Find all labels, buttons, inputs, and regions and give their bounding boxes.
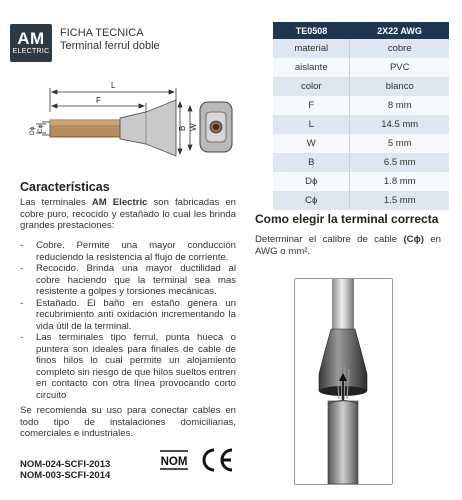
spec-row [273, 96, 449, 115]
brand-logo [10, 24, 52, 62]
list-item-text: Cobre. Permite una mayor conducción reduciendo la resistencia al flujo de corriente. [36, 240, 236, 263]
list-item-text: Las terminales tipo ferrul, punta hueca o puntera son ideales para finales de cable de finos hilos lo cual permite un alojamiento completo sin riesgo de que hilos sueltos entren en contacto con otra línea provocando corto circuito [36, 332, 236, 401]
spec-value: cobre [350, 39, 449, 58]
dim-label-b: B [178, 125, 187, 131]
characteristics-intro [20, 197, 236, 232]
document-subtitle: Terminal ferrul doble [60, 40, 160, 52]
spec-key: F [273, 96, 350, 115]
list-item: - Recocido. Brinda una mayor ductilidad al cobre haciendo que la terminal sea mas resistente a golpes y torsiones mecánicas. [20, 263, 236, 297]
spec-key: aislante [273, 58, 350, 77]
spec-row [273, 58, 449, 77]
spec-row [273, 153, 449, 172]
spec-value: 8 mm [350, 96, 449, 115]
ferrule-technical-drawing [14, 78, 254, 170]
usage-recommendation: Se recomienda su uso para conectar cables en todo tipo de instalaciones domiciliarias, comerciales e industriales. [20, 405, 236, 439]
spec-value: blanco [350, 77, 449, 96]
spec-table [273, 22, 449, 210]
document-title: FICHA TECNICA [60, 27, 144, 39]
spec-key: B [273, 153, 350, 172]
norm-code: NOM-024-SCFI-2013 [20, 459, 111, 470]
spec-value: PVC [350, 58, 449, 77]
intro-text-start: Las terminales [20, 197, 92, 208]
spec-key: material [273, 39, 350, 58]
list-item-text: Recocido. Brinda una mayor ductilidad al cobre haciendo que la terminal sea mas resistente a golpes y torsiones mecánicas. [36, 263, 236, 297]
spec-row [273, 39, 449, 58]
list-item: - Cobre. Permite una mayor conducción reduciendo la resistencia al flujo de corriente. [20, 240, 236, 263]
list-item-text: Estañado. El baño en estaño genera un recubrimiento anti oxidación incrementando la vida útil de la terminal. [36, 297, 236, 332]
spec-row [273, 172, 449, 191]
spec-row [273, 191, 449, 210]
spec-key: W [273, 134, 350, 153]
norm-code: NOM-003-SCFI-2014 [20, 470, 111, 481]
howto-text-end: en AWG o mm². [255, 234, 441, 257]
intro-brand: AM Electric [91, 197, 148, 208]
spec-key: L [273, 115, 350, 134]
dim-label-f: F [96, 96, 101, 105]
spec-row [273, 134, 449, 153]
logo-main-text: AM [17, 29, 45, 48]
intro-text-end: son fabricadas en cobre puro, recocido y estañado lo cual les brinda grandes prestaciones: [20, 197, 236, 231]
spec-row [273, 77, 449, 96]
spec-row [273, 115, 449, 134]
howto-text-bold: (Cϕ) [403, 234, 424, 245]
howto-text-start: Determinar el calibre de cable [255, 234, 404, 245]
spec-key: Dϕ [273, 172, 350, 191]
spec-key: color [273, 77, 350, 96]
spec-value: 6.5 mm [350, 153, 449, 172]
list-item: - Las terminales tipo ferrul, punta hueca o puntera son ideales para finales de cable de finos hilos lo cual permite un alojamiento completo sin riesgo de que hilos sueltos entren en contacto con otra línea provocando corto circuito [20, 332, 236, 401]
characteristics-title: Características [20, 180, 110, 194]
ce-certification-logo [198, 447, 236, 473]
ferrule-insertion-graphic [295, 279, 392, 484]
spec-value: 1.5 mm [350, 191, 449, 210]
spec-table-header-row [273, 22, 449, 39]
dim-label-w: W [189, 123, 198, 131]
spec-key: Cϕ [273, 191, 350, 210]
howto-text [255, 234, 441, 257]
spec-header-gauge: 2X22 AWG [350, 22, 449, 39]
nom-logo-text: NOM [160, 456, 188, 468]
spec-value: 1.8 mm [350, 172, 449, 191]
characteristics-list [20, 240, 236, 401]
spec-value: 5 mm [350, 134, 449, 153]
spec-value: 14.5 mm [350, 115, 449, 134]
howto-title: Como elegir la terminal correcta [255, 212, 439, 226]
nom-certification-logo [159, 449, 189, 471]
dim-label-d: Dϕ [29, 126, 36, 135]
list-item: - Estañado. El baño en estaño genera un recubrimiento anti oxidación incrementando la vida útil de la terminal. [20, 297, 236, 332]
dim-label-c: Cϕ [37, 124, 44, 133]
logo-sub-text: ELECTRIC [12, 48, 50, 55]
dim-label-l: L [111, 81, 116, 90]
spec-header-model: TE0508 [273, 22, 350, 39]
ferrule-insertion-illustration [294, 278, 393, 485]
